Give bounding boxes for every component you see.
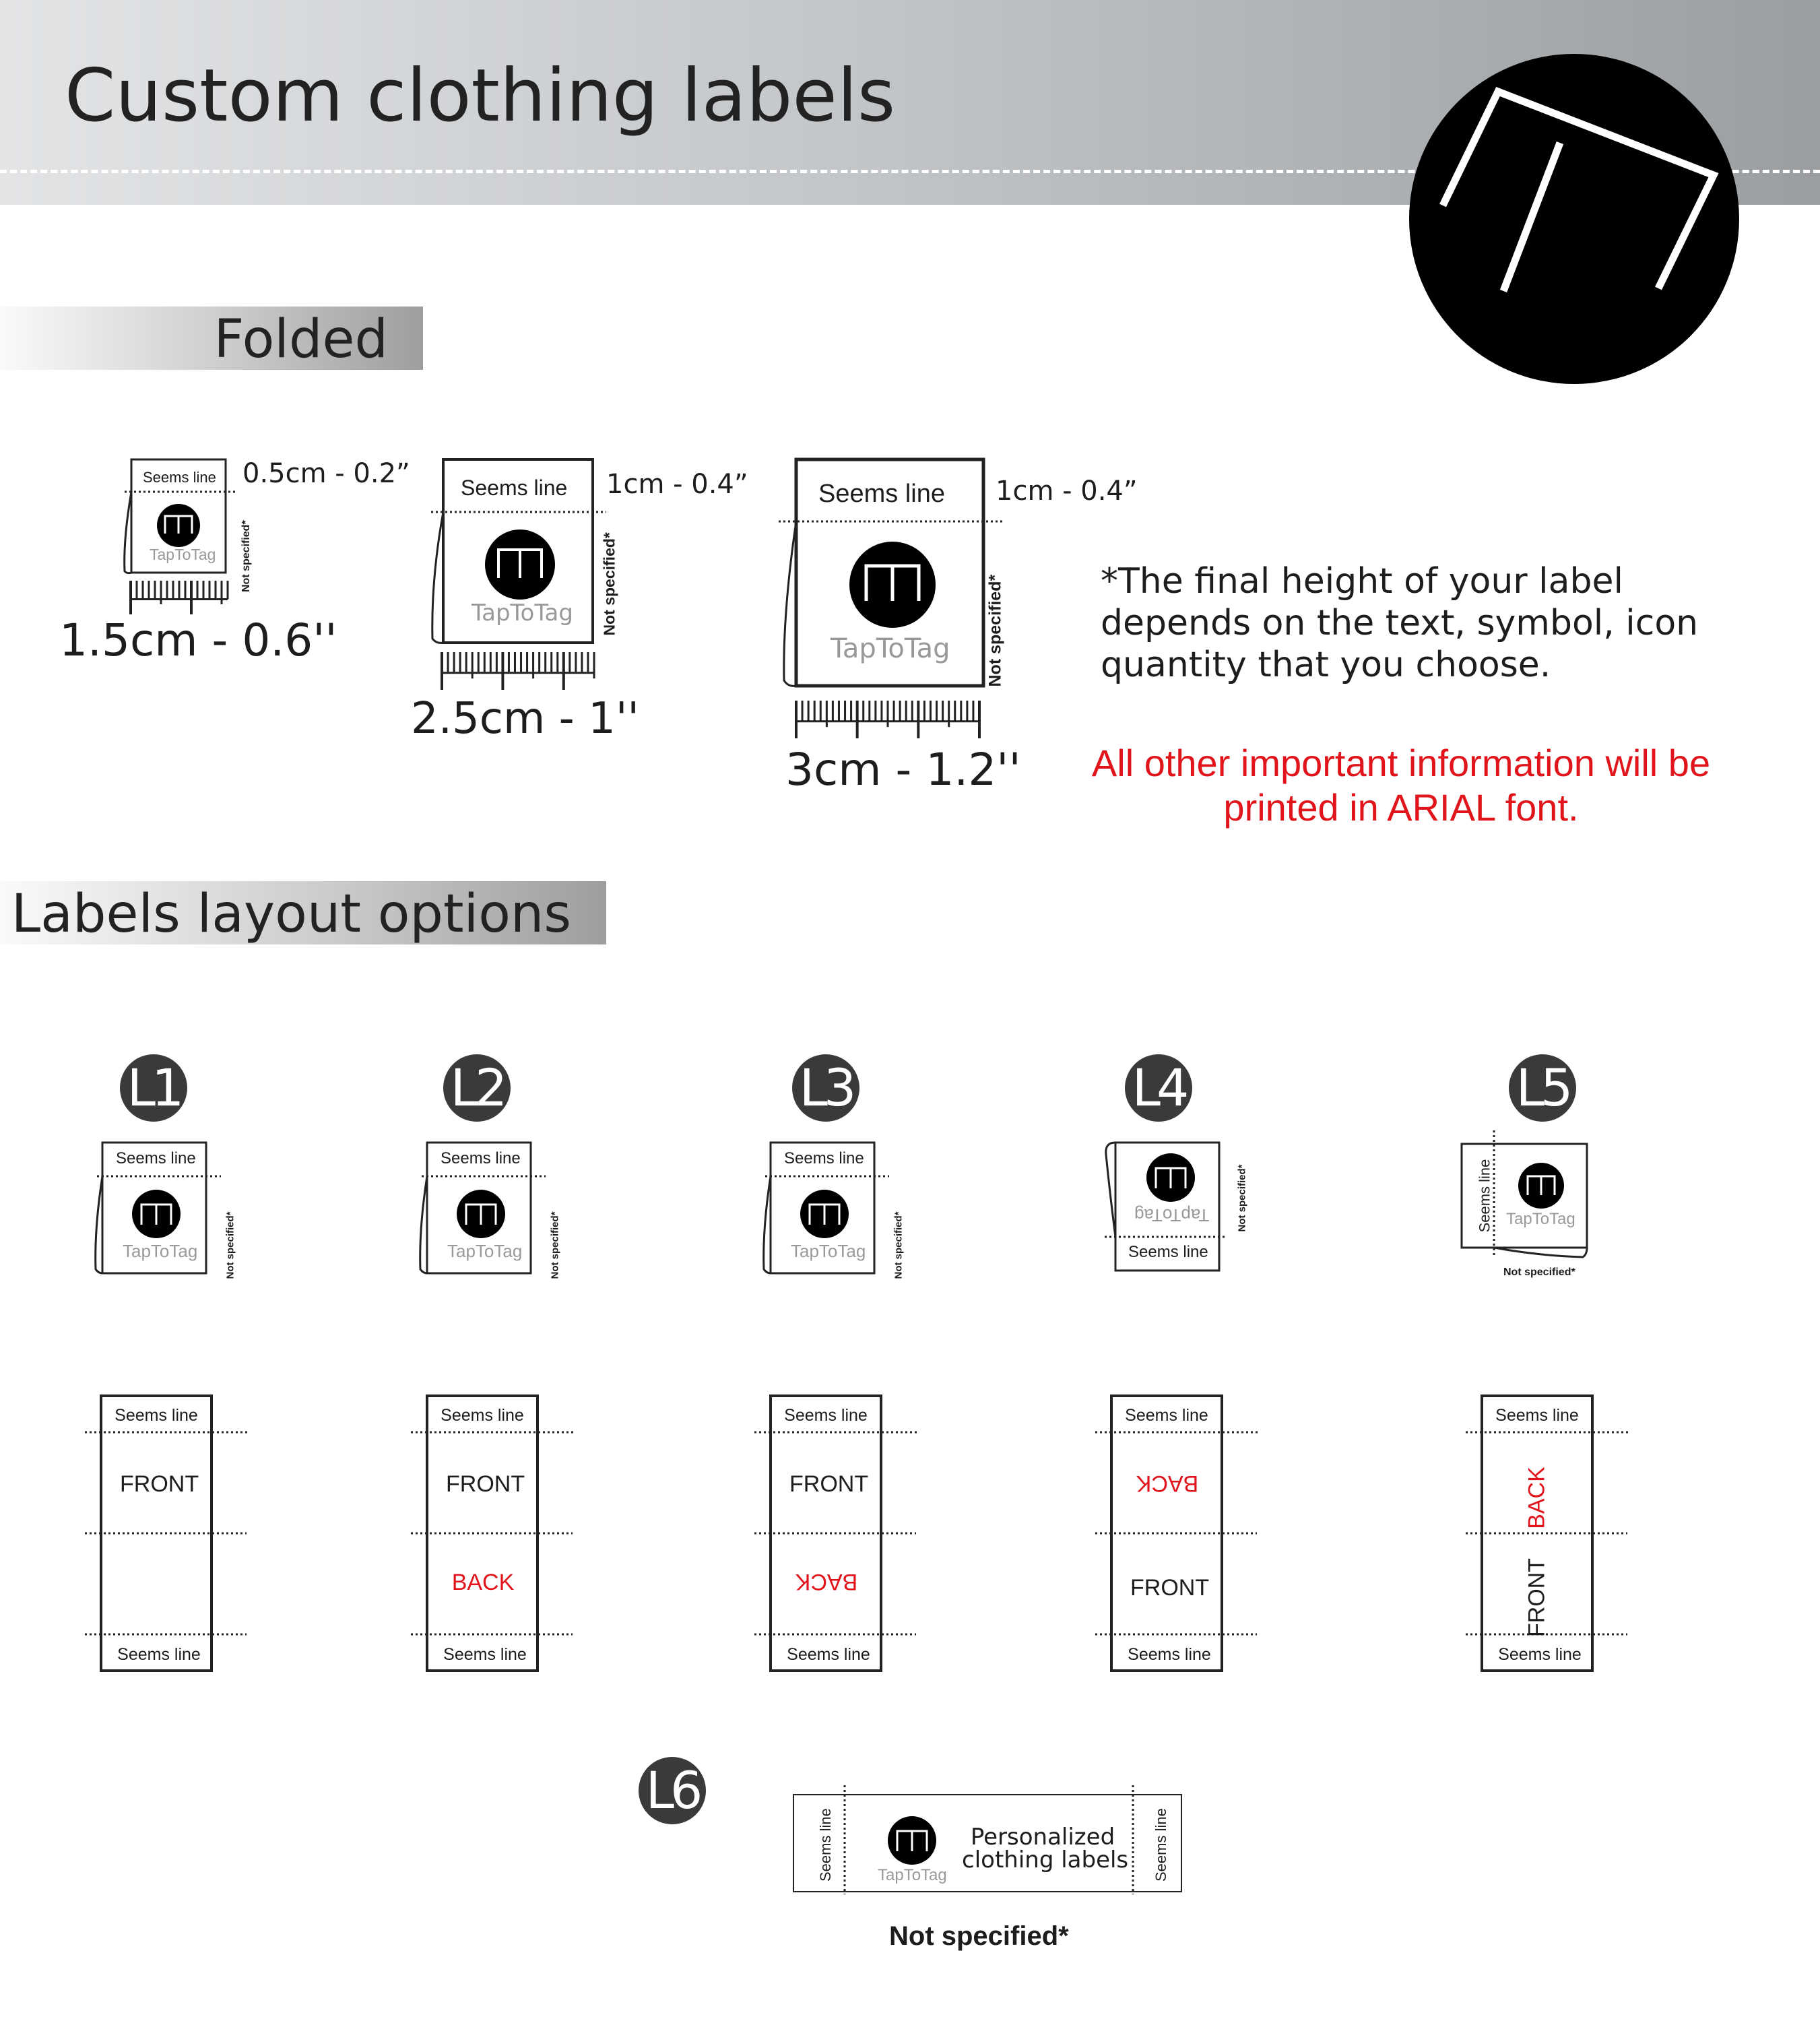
tall-label-l1 (100, 1394, 268, 1677)
seam-label-bottom: Seems line (1498, 1645, 1582, 1664)
seam-label: Seems line (784, 1406, 868, 1425)
l6-text-line1: Personalized (970, 1824, 1115, 1851)
tall-label-l2 (426, 1394, 594, 1677)
front-label: FRONT (446, 1471, 525, 1497)
brand-label: TapToTag (1506, 1210, 1575, 1228)
tall-label-l4 (1110, 1394, 1278, 1677)
section-layouts-header (0, 881, 606, 944)
seam-label: Seems line (1128, 1243, 1208, 1261)
not-specified-label: Not specified* (1236, 1164, 1248, 1232)
seam-label-bottom: Seems line (443, 1645, 527, 1664)
ruler-icon (131, 581, 228, 614)
seam-label: Seems line (143, 469, 216, 486)
section-folded-header (0, 307, 423, 370)
top-dimension: 1cm - 0.4” (996, 476, 1138, 507)
back-label: BACK (795, 1569, 858, 1595)
not-specified-label: Not specified* (892, 1211, 905, 1279)
not-specified-label: Not specified* (549, 1211, 561, 1279)
front-label: FRONT (1524, 1558, 1550, 1638)
seam-label: Seems line (1152, 1808, 1169, 1882)
brand-label: TapToTag (1134, 1205, 1210, 1225)
back-label: BACK (1524, 1467, 1550, 1529)
back-label: BACK (1136, 1471, 1199, 1496)
ruler-icon (796, 701, 979, 738)
taptotag-logo-icon (1409, 54, 1739, 384)
width-dimension: 2.5cm - 1'' (411, 694, 639, 744)
front-label: FRONT (120, 1471, 199, 1497)
l6-text-line2: clothing labels (962, 1847, 1129, 1873)
brand-label: TapToTag (791, 1241, 866, 1261)
seam-label: Seems line (1125, 1406, 1208, 1425)
l6-text (962, 1824, 1129, 1873)
front-label: FRONT (789, 1471, 869, 1497)
layout-badge-l3: L3 (792, 1054, 859, 1122)
not-specified-label: Not specified* (600, 532, 618, 636)
not-specified-label: Not specified* (985, 574, 1005, 687)
seam-label: Seems line (461, 476, 568, 500)
brand-label: TapToTag (123, 1241, 198, 1261)
not-specified-label: Not specified* (240, 520, 252, 592)
layout-badge-l2: L2 (443, 1054, 511, 1122)
back-label: BACK (451, 1570, 515, 1595)
page-title: Custom clothing labels (65, 54, 896, 138)
brand-label: TapToTag (831, 633, 950, 664)
ruler-icon (442, 652, 594, 690)
layout-badge-l5: L5 (1509, 1054, 1576, 1122)
arial-font-note: All other important information will be printed in ARIAL font. (1091, 742, 1711, 829)
seam-label: Seems line (784, 1149, 864, 1167)
layout-badge-l4: L4 (1125, 1054, 1192, 1122)
seam-label: Seems line (441, 1149, 521, 1167)
section-layouts-title: Labels layout options (11, 884, 571, 944)
brand-label: TapToTag (878, 1866, 947, 1884)
seam-label-bottom: Seems line (1128, 1645, 1211, 1664)
brand-label: TapToTag (447, 1241, 523, 1261)
height-note: *The final height of your label depends on the text, symbol, icon quantity that you choose. (1101, 561, 1699, 685)
seam-label: Seems line (817, 1808, 834, 1882)
section-folded-title: Folded (214, 309, 388, 370)
top-dimension: 1cm - 0.4” (606, 469, 748, 500)
seam-label: Seems line (115, 1406, 198, 1425)
brand-label: TapToTag (472, 600, 573, 627)
tall-label-l3 (769, 1394, 938, 1677)
not-specified-label: Not specified* (889, 1921, 1069, 1951)
layout-badge-l1: L1 (120, 1054, 187, 1122)
not-specified-label: Not specified* (224, 1211, 236, 1279)
seam-label: Seems line (441, 1406, 524, 1425)
layout-badge-l6: L6 (639, 1757, 706, 1824)
brand-label: TapToTag (150, 546, 216, 563)
width-dimension: 3cm - 1.2'' (785, 744, 1021, 796)
tall-label-l5 (1481, 1394, 1649, 1677)
seam-label-bottom: Seems line (117, 1645, 201, 1664)
width-dimension: 1.5cm - 0.6'' (59, 614, 337, 666)
seam-label: Seems line (818, 480, 945, 508)
front-label: FRONT (1130, 1575, 1210, 1601)
seam-label-bottom: Seems line (787, 1645, 870, 1664)
seam-label: Seems line (1495, 1406, 1579, 1425)
top-dimension: 0.5cm - 0.2” (242, 458, 410, 489)
seam-label: Seems line (116, 1149, 196, 1167)
not-specified-label: Not specified* (1503, 1266, 1575, 1278)
seam-label: Seems line (1476, 1159, 1493, 1233)
